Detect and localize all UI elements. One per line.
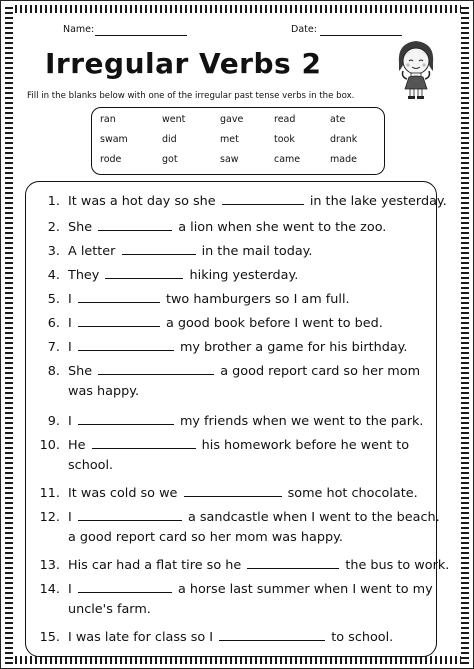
word-bank-word: took (274, 134, 295, 145)
word-bank-word: met (220, 134, 239, 145)
date-line[interactable] (320, 35, 402, 36)
answer-blank[interactable] (219, 628, 325, 641)
word-bank-word: went (162, 114, 186, 125)
question-item: 7. I my brother a game for his birthday. (47, 340, 408, 355)
answer-blank[interactable] (222, 192, 304, 205)
word-bank-word: read (274, 114, 296, 125)
word-bank-word: made (330, 154, 357, 165)
word-bank-word: ate (330, 114, 346, 125)
question-item: 13. His car had a flat tire so he the bus to work. (39, 558, 450, 573)
word-bank-word: gave (220, 114, 244, 125)
border-stripe-right (461, 5, 469, 664)
question-item: 3. A letter in the mail today. (47, 244, 313, 259)
instructions-text: Fill in the blanks below with one of the irregular past tense verbs in the box. (27, 91, 355, 101)
answer-blank[interactable] (78, 508, 182, 521)
word-bank-word: came (274, 154, 301, 165)
question-continuation: was happy. (68, 384, 140, 399)
answer-blank[interactable] (247, 556, 339, 569)
question-item: 6. I a good book before I went to bed. (47, 316, 383, 331)
answer-blank[interactable] (98, 218, 172, 231)
word-bank-box (91, 107, 385, 175)
question-item: 4. They hiking yesterday. (47, 268, 299, 283)
word-bank-word: did (162, 134, 177, 145)
word-bank-word: rode (100, 154, 122, 165)
name-line[interactable] (95, 35, 187, 36)
question-item: 15. I was late for class so I to school. (39, 630, 394, 645)
page-title: Irregular Verbs 2 (45, 47, 322, 80)
question-item: 5. I two hamburgers so I am full. (47, 292, 350, 307)
answer-blank[interactable] (105, 266, 183, 279)
border-stripe-top (5, 5, 469, 13)
question-item: 2. She a lion when she went to the zoo. (47, 220, 387, 235)
name-date-row (15, 21, 459, 37)
question-item: 1. It was a hot day so she in the lake yesterday. (47, 194, 447, 209)
question-item: 12. I a sandcastle when I went to the beach. (39, 510, 440, 525)
answer-blank[interactable] (78, 290, 160, 303)
answer-blank[interactable] (78, 412, 174, 425)
question-continuation: uncle's farm. (68, 602, 151, 617)
word-bank-word: swam (100, 134, 128, 145)
answer-blank[interactable] (98, 362, 214, 375)
border-stripe-bottom (5, 656, 469, 664)
question-item: 9. I my friends when we went to the park. (47, 414, 424, 429)
word-bank-word: drank (330, 134, 358, 145)
question-item: 14. I a horse last summer when I went to my (39, 582, 433, 597)
border-stripe-left (5, 5, 13, 664)
answer-blank[interactable] (122, 242, 196, 255)
date-label: Date: (291, 24, 317, 35)
answer-blank[interactable] (184, 484, 282, 497)
answer-blank[interactable] (78, 314, 160, 327)
girl-illustration-icon (393, 37, 439, 101)
question-item: 11. It was cold so we some hot chocolate. (39, 486, 418, 501)
question-continuation: a good report card so her mom was happy. (68, 530, 343, 545)
name-label: Name: (63, 24, 95, 35)
question-item: 8. She a good report card so her mom (47, 364, 421, 379)
word-bank-word: saw (220, 154, 239, 165)
word-bank-word: got (162, 154, 178, 165)
questions-box (25, 181, 450, 657)
worksheet-content (15, 15, 459, 654)
answer-blank[interactable] (92, 436, 196, 449)
question-item: 10. He his homework before he went to (39, 438, 410, 453)
answer-blank[interactable] (78, 580, 172, 593)
question-continuation: school. (68, 458, 114, 473)
answer-blank[interactable] (78, 338, 174, 351)
word-bank-word: ran (100, 114, 116, 125)
